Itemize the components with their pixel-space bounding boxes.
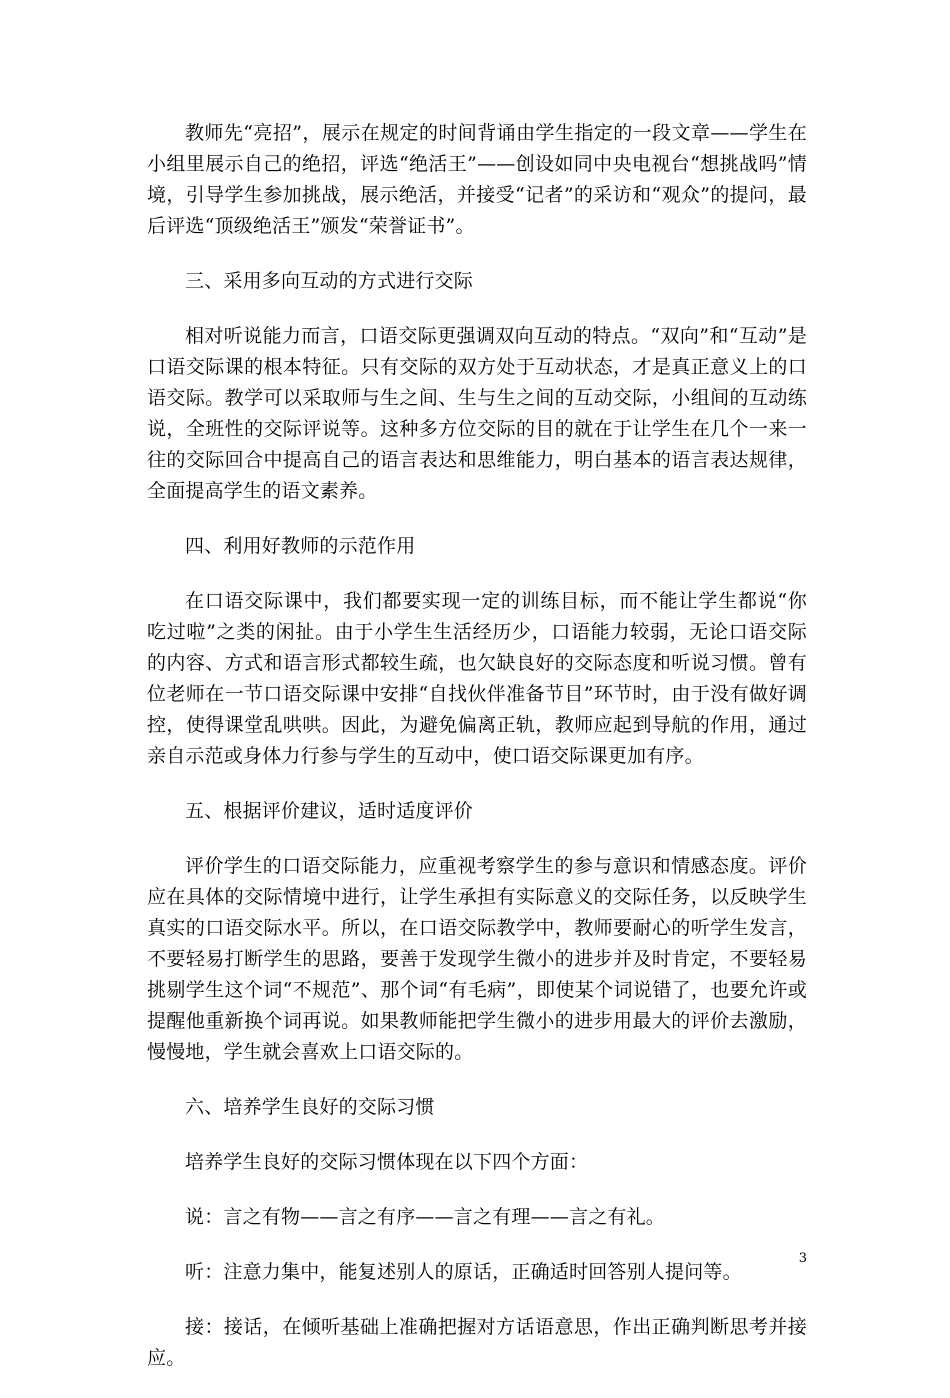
section-heading: 六、培养学生良好的交际习惯 [185,1096,435,1118]
body-paragraph: 评价学生的口语交际能力，应重视考察学生的参与意识和情感态度。评价应在具体的交际情境中进行，让学生承担有实际意义的交际任务，以反映学生真实的口语交际水平。所以，在口语交际教学中，教师要耐心的听学生发言，不要轻易打断学生的思路，要善于发现学生微小的进步并及时肯定，不要轻易挑剔学生这个词“不规范”、那个词“有毛病”，即使某个词说错了，也要允许或提醒他重新换个词再说。如果教师能把学生微小的进步用最大的评价去激励，慢慢地，学生就会喜欢上口语交际的。 [147,855,807,1063]
page-number: 3 [798,1251,807,1266]
body-paragraph: 在口语交际课中，我们都要实现一定的训练目标，而不能让学生都说“你吃过啦”之类的闲扯。由于小学生生活经历少，口语能力较弱，无论口语交际的内容、方式和语言形式都较生疏，也欠缺良好的交际态度和听说习惯。曾有位老师在一节口语交际课中安排“自找伙伴准备节目”环节时，由于没有做好调控，使得课堂乱哄哄。因此，为避免偏离正轨，教师应起到导航的作用，通过亲自示范或身体力行参与学生的互动中，使口语交际课更加有序。 [147,590,807,767]
body-paragraph: 培养学生良好的交际习惯体现在以下四个方面： [185,1151,589,1173]
section-heading: 三、采用多向互动的方式进行交际 [185,270,474,292]
body-paragraph: 教师先“亮招”，展示在规定的时间背诵由学生指定的一段文章——学生在小组里展示自己的绝招，评选“绝活王”——创设如同中央电视台“想挑战吗”情境，引导学生参加挑战，展示绝活，并接受“记者”的采访和“观众”的提问，最后评选“顶级绝活王”颁发“荣誉证书”。 [147,122,807,237]
section-heading: 四、利用好教师的示范作用 [185,535,416,557]
page-body [147,118,807,1398]
section-heading: 五、根据评价建议，适时适度评价 [185,800,474,822]
body-paragraph: 听：注意力集中，能复述别人的原话，正确适时回答别人提问等。 [185,1261,742,1283]
body-paragraph: 相对听说能力而言，口语交际更强调双向互动的特点。“双向”和“互动”是口语交际课的根本特征。只有交际的双方处于互动状态，才是真正意义上的口语交际。教学可以采取师与生之间、生与生之间的互动交际，小组间的互动练说，全班性的交际评说等。这种多方位交际的目的就在于让学生在几个一来一往的交际回合中提高自己的语言表达和思维能力，明白基本的语言表达规律，全面提高学生的语文素养。 [147,325,807,502]
body-paragraph: 接：接话，在倾听基础上准确把握对方话语意思，作出正确判断思考并接应。 [147,1316,807,1369]
body-paragraph: 说：言之有物——言之有序——言之有理——言之有礼。 [185,1206,666,1228]
